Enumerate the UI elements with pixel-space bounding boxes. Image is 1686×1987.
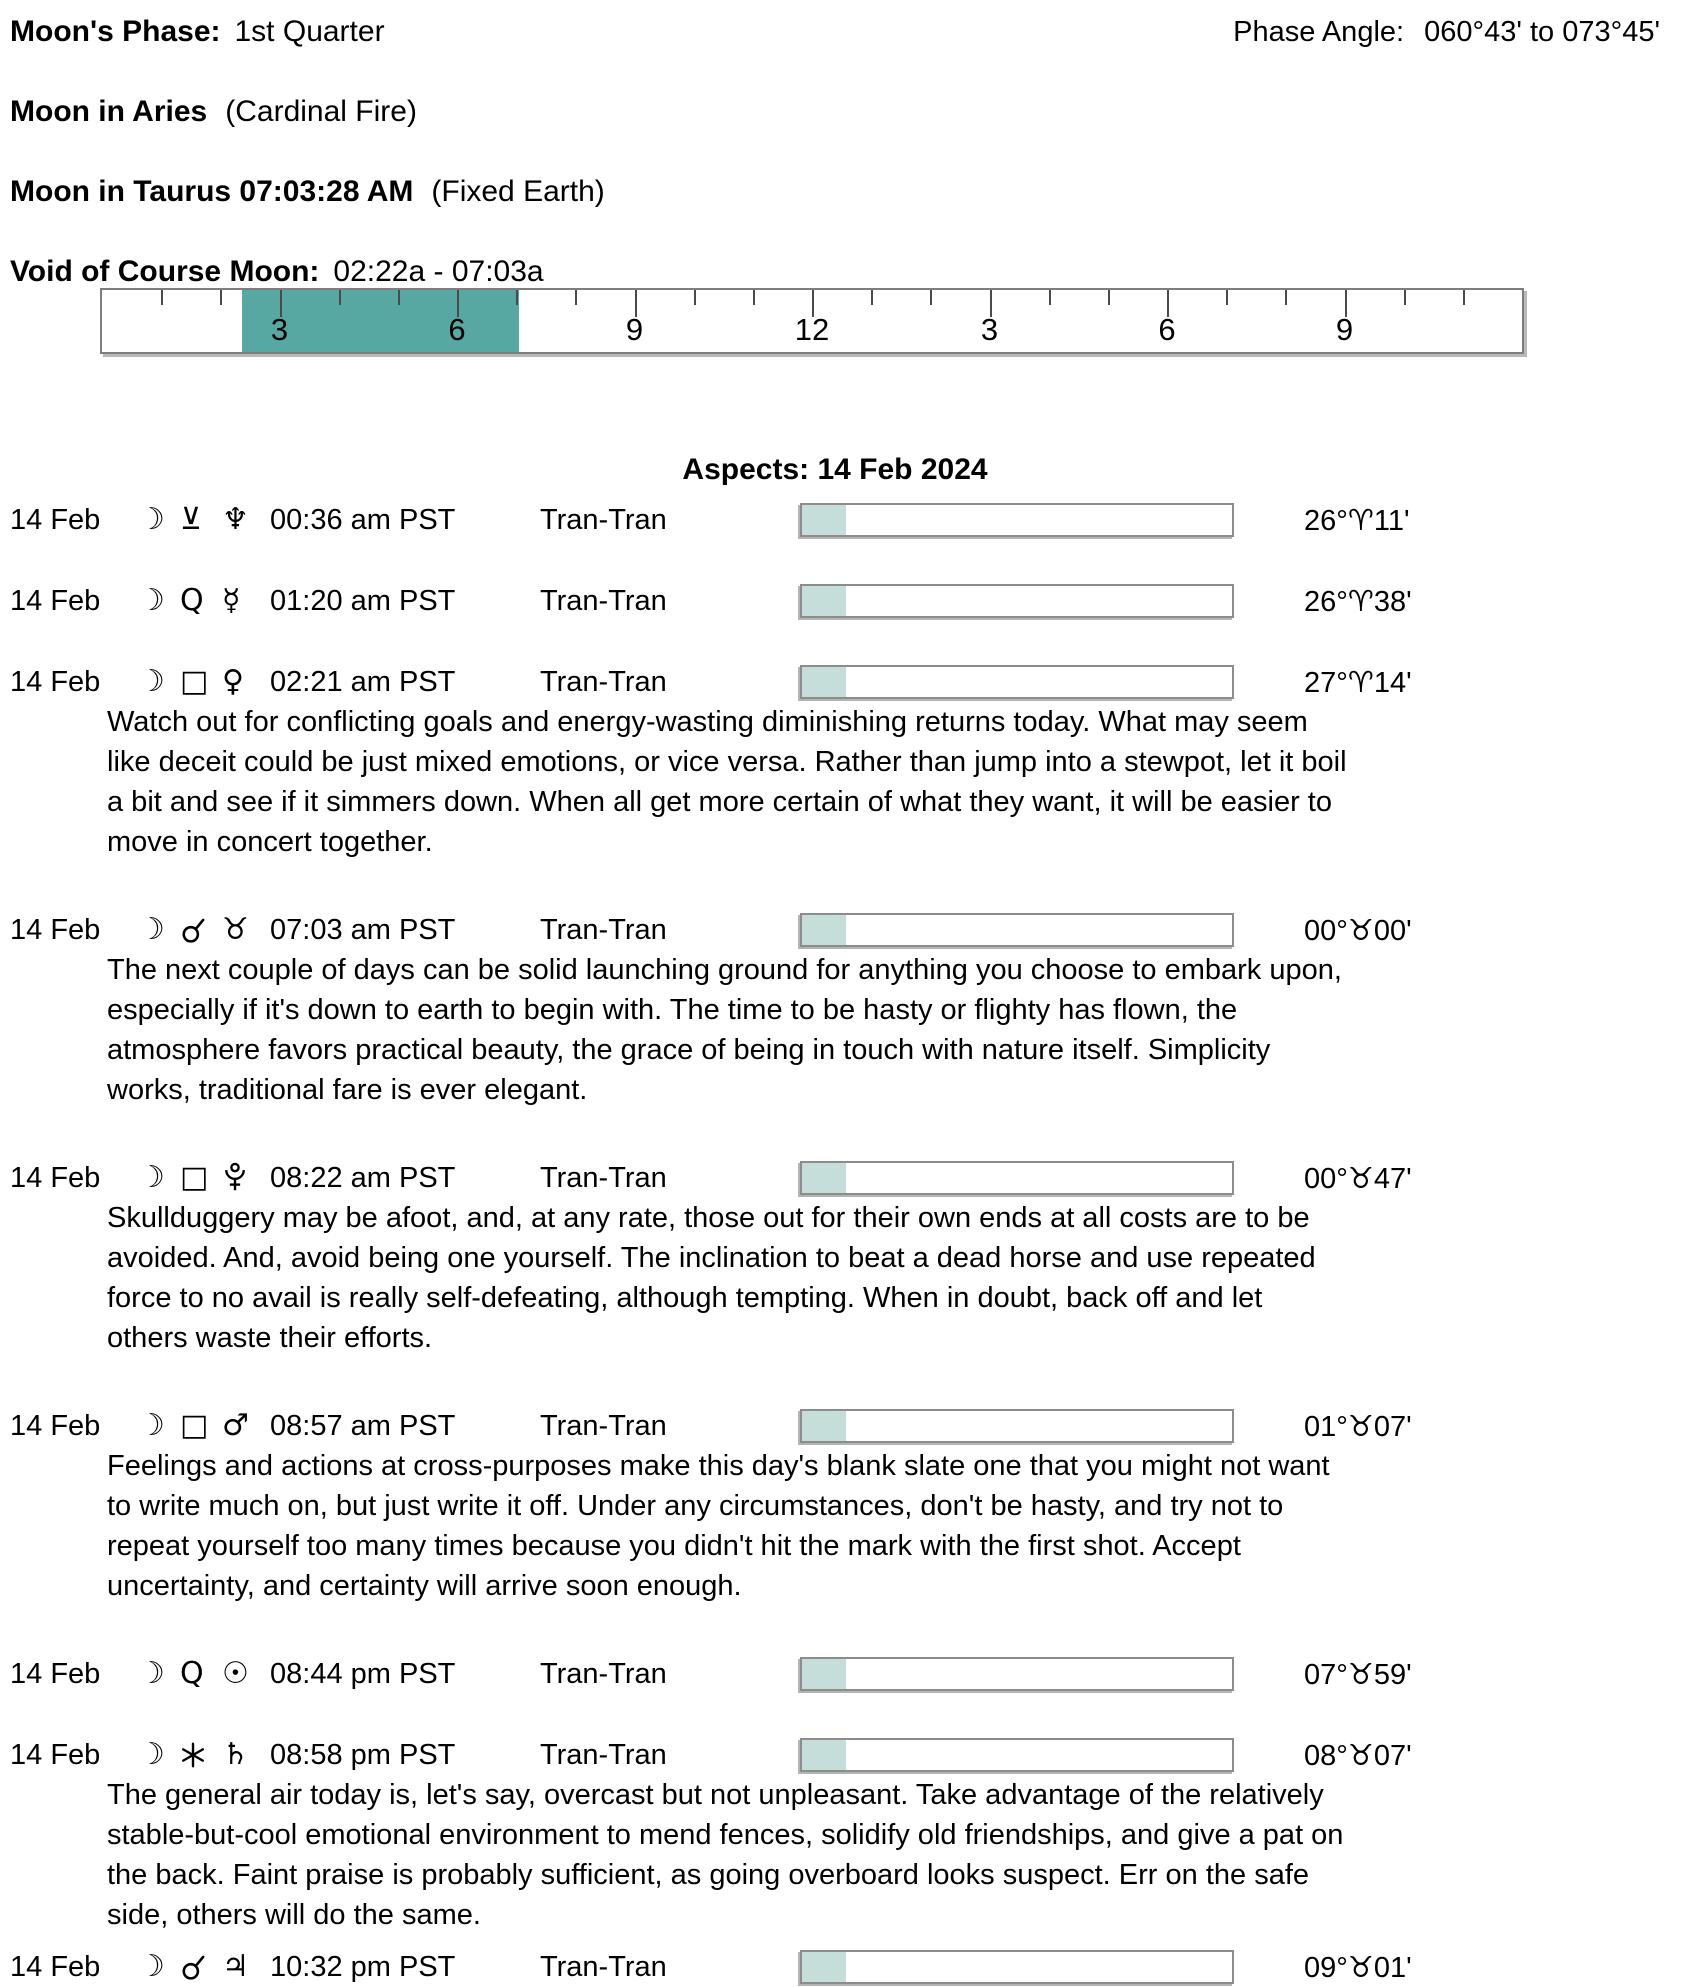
aspect-progress-bar xyxy=(800,584,1234,618)
aspect-progress-bar xyxy=(800,1161,1234,1195)
hour-label: 6 xyxy=(448,312,466,347)
aspect-row-line xyxy=(10,662,1660,702)
aspect-type: Tran-Tran xyxy=(540,584,667,617)
sextile-icon xyxy=(180,1741,222,1769)
aspect-date: 14 Feb xyxy=(10,1409,101,1442)
moon-phase-label: Moon's Phase: xyxy=(10,15,221,48)
hour-label: 9 xyxy=(1335,312,1354,347)
aspect-description: Watch out for conflicting goals and energy-wasting diminishing returns today. What may seem like deceit could be just mixed emotions, or vice versa. Rather than jump into a stewpot, let it boil a bit and see if it simmers down. When all get more certain of what they want, it will be easier to move in concert together. xyxy=(107,706,1347,858)
hour-label: 6 xyxy=(1158,312,1176,347)
aspect-row xyxy=(10,500,1660,540)
hour-label: 12 xyxy=(794,312,830,347)
hour-label: 3 xyxy=(270,312,289,347)
aspects-title: Aspects: 14 Feb 2024 xyxy=(682,453,988,486)
moon-icon: ☽ xyxy=(138,1408,165,1443)
moon-icon: ☽ xyxy=(138,1656,165,1691)
square-icon: □ xyxy=(180,1160,209,1195)
aspect-description: The general air today is, let's say, overcast but not unpleasant. Take advantage of the relatively stable-but-cool emotional environment to mend fences, solidify old friendships, and give a pat on the back. Faint praise is probably sufficient, as going overboard looks suspect. Err on the safe side, others will do the same. xyxy=(107,1779,1344,1931)
aspect-progress-bar xyxy=(800,1409,1234,1443)
aspect-degree: 27°♈14' xyxy=(1304,666,1412,699)
aspect-date: 14 Feb xyxy=(10,1657,101,1690)
aspect-date: 14 Feb xyxy=(10,1950,101,1983)
aspect-date: 14 Feb xyxy=(10,503,101,536)
aspect-row-line xyxy=(10,581,1660,621)
hour-tick xyxy=(220,290,222,305)
aspect-progress-bar xyxy=(800,503,1234,537)
aspect-progress-bar xyxy=(800,913,1234,947)
aspect-row xyxy=(10,1158,1660,1358)
jupiter-icon: ♃ xyxy=(222,1949,249,1984)
aspect-description: Feelings and actions at cross-purposes make this day's blank slate one that you might not want to write much on, but just write it off. Under any circumstances, don't be hasty, and try not to repeat yourself too many times because you didn't hit the mark with the first shot. Accept uncertainty, and certainty will arrive soon enough. xyxy=(107,1450,1330,1602)
aspect-row-line xyxy=(10,1735,1660,1775)
venus-icon: ♀ xyxy=(222,664,244,699)
phase-angle-label: Phase Angle: xyxy=(1233,15,1405,48)
aspect-progress-fill xyxy=(802,1163,846,1193)
moon-sign-line-taurus xyxy=(10,172,1660,212)
hour-label: 3 xyxy=(980,312,999,347)
aspect-progress-fill xyxy=(802,1952,846,1982)
square-icon: □ xyxy=(180,1408,209,1443)
moon-icon: ☽ xyxy=(138,664,165,699)
aspect-date: 14 Feb xyxy=(10,584,101,617)
aspect-type: Tran-Tran xyxy=(540,1161,667,1194)
hour-tick xyxy=(1108,290,1110,305)
aspect-type: Tran-Tran xyxy=(540,1950,667,1983)
moon-in-aries-title: Moon in Aries xyxy=(10,95,208,128)
hour-tick xyxy=(1285,290,1287,305)
aspect-degree: 07°♉59' xyxy=(1304,1658,1412,1691)
aspect-time: 10:32 pm PST xyxy=(270,1950,456,1983)
void-of-course-line xyxy=(10,252,1660,292)
void-of-course-value: 02:22a - 07:03a xyxy=(333,255,544,288)
void-of-course-label: Void of Course Moon: xyxy=(10,255,320,288)
aspect-type: Tran-Tran xyxy=(540,913,667,946)
aspect-row xyxy=(10,1947,1660,1987)
neptune-icon: ♆ xyxy=(222,502,249,537)
quintile-icon: Q xyxy=(180,1656,204,1691)
hour-tick xyxy=(930,290,932,305)
moon-in-taurus-title: Moon in Taurus 07:03:28 AM xyxy=(10,175,414,208)
moon-icon: ☽ xyxy=(138,1737,165,1772)
hour-tick xyxy=(871,290,873,305)
moon-icon: ☽ xyxy=(138,1160,165,1195)
aspect-progress-fill xyxy=(802,915,846,945)
sun-icon: ☉ xyxy=(222,1656,249,1691)
void-of-course-timeline xyxy=(100,288,1524,354)
aspect-row-line xyxy=(10,1406,1660,1446)
aspect-rows xyxy=(10,500,1660,1987)
aspect-time: 08:22 am PST xyxy=(270,1161,456,1194)
hour-tick xyxy=(161,290,163,305)
quintile-icon: Q xyxy=(180,583,204,618)
aspect-progress-fill xyxy=(802,667,846,697)
mars-icon: ♂ xyxy=(222,1408,249,1443)
mercury-icon: ☿ xyxy=(222,583,241,618)
moon-icon: ☽ xyxy=(138,583,165,618)
aspect-description: The next couple of days can be solid launching ground for anything you choose to embark upon, especially if it's down to earth to begin with. The time to be hasty or flighty has flown, the atmosphere favors practical beauty, the grace of being in touch with nature itself. Simplicity works, traditional fare is ever elegant. xyxy=(107,954,1342,1106)
aspect-time: 08:44 pm PST xyxy=(270,1657,456,1690)
aspect-row-line xyxy=(10,1158,1660,1198)
aspect-row xyxy=(10,581,1660,621)
moon-sign-line-aries xyxy=(10,92,1660,132)
aspect-degree: 26°♈11' xyxy=(1304,504,1410,537)
hour-tick xyxy=(753,290,755,305)
pluto-icon xyxy=(222,1162,270,1194)
saturn-icon: ♄ xyxy=(222,1737,249,1772)
aspect-progress-bar xyxy=(800,1950,1234,1984)
aspect-type: Tran-Tran xyxy=(540,1738,667,1771)
aspect-row-line xyxy=(10,1947,1660,1987)
moon-icon: ☽ xyxy=(138,912,165,947)
hour-tick xyxy=(1463,290,1465,305)
aspect-type: Tran-Tran xyxy=(540,1657,667,1690)
square-icon: □ xyxy=(180,664,209,699)
phase-angle xyxy=(1233,16,1660,49)
aspect-degree: 00°♉47' xyxy=(1304,1162,1412,1195)
aspect-time: 08:58 pm PST xyxy=(270,1738,456,1771)
aspect-row xyxy=(10,1735,1660,1935)
aspect-degree: 26°♈38' xyxy=(1304,585,1412,618)
aspect-progress-fill xyxy=(802,1659,846,1689)
conjunction-icon xyxy=(180,1952,222,1982)
aspect-row xyxy=(10,1406,1660,1606)
aspect-type: Tran-Tran xyxy=(540,503,667,536)
aspect-row xyxy=(10,910,1660,1110)
moon-icon: ☽ xyxy=(138,1949,165,1984)
phase-angle-value: 060°43' to 073°45' xyxy=(1424,15,1660,48)
hour-tick xyxy=(1404,290,1406,305)
aspect-row xyxy=(10,662,1660,862)
hour-label: 9 xyxy=(625,312,644,347)
aspect-degree: 01°♉07' xyxy=(1304,1410,1412,1443)
taurus-icon: ♉ xyxy=(222,912,249,947)
aspect-progress-fill xyxy=(802,1411,846,1441)
conjunction-icon xyxy=(180,915,222,945)
aspect-row-line xyxy=(10,1654,1660,1694)
moon-in-aries-detail: (Cardinal Fire) xyxy=(225,95,417,128)
aspect-progress-bar xyxy=(800,1657,1234,1691)
hour-tick xyxy=(398,290,400,305)
aspect-time: 00:36 am PST xyxy=(270,503,456,536)
aspect-degree: 08°♉07' xyxy=(1304,1739,1412,1772)
aspect-date: 14 Feb xyxy=(10,1161,101,1194)
hour-tick xyxy=(1226,290,1228,305)
aspect-date: 14 Feb xyxy=(10,665,101,698)
aspect-progress-fill xyxy=(802,505,846,535)
aspect-row-line xyxy=(10,500,1660,540)
hour-tick xyxy=(339,290,341,305)
moon-phase-value: 1st Quarter xyxy=(234,15,385,48)
aspect-date: 14 Feb xyxy=(10,1738,101,1771)
moon-phase-line xyxy=(10,12,1660,52)
aspect-progress-fill xyxy=(802,1740,846,1770)
hour-tick xyxy=(516,290,518,305)
aspect-progress-fill xyxy=(802,586,846,616)
aspect-time: 02:21 am PST xyxy=(270,665,456,698)
hour-tick xyxy=(1049,290,1051,305)
aspect-date: 14 Feb xyxy=(10,913,101,946)
aspect-row-line xyxy=(10,910,1660,950)
aspect-description: Skullduggery may be afoot, and, at any rate, those out for their own ends at all costs are to be avoided. And, avoid being one yourself. The inclination to beat a dead horse and use repeated force to no avail is really self-defeating, although tempting. When in doubt, back off and let others waste their efforts. xyxy=(107,1202,1316,1354)
aspect-type: Tran-Tran xyxy=(540,665,667,698)
moon-in-taurus-detail: (Fixed Earth) xyxy=(431,175,605,208)
aspect-degree: 09°♉01' xyxy=(1304,1951,1412,1984)
moon-icon: ☽ xyxy=(138,502,165,537)
aspect-time: 08:57 am PST xyxy=(270,1409,456,1442)
hour-tick xyxy=(575,290,577,305)
aspect-time: 01:20 am PST xyxy=(270,584,456,617)
aspect-progress-bar xyxy=(800,665,1234,699)
hour-tick xyxy=(694,290,696,305)
aspect-progress-bar xyxy=(800,1738,1234,1772)
aspect-degree: 00°♉00' xyxy=(1304,914,1412,947)
aspect-row xyxy=(10,1654,1660,1694)
semisextile-icon: ⊻ xyxy=(180,502,202,537)
aspect-type: Tran-Tran xyxy=(540,1409,667,1442)
aspect-time: 07:03 am PST xyxy=(270,913,456,946)
